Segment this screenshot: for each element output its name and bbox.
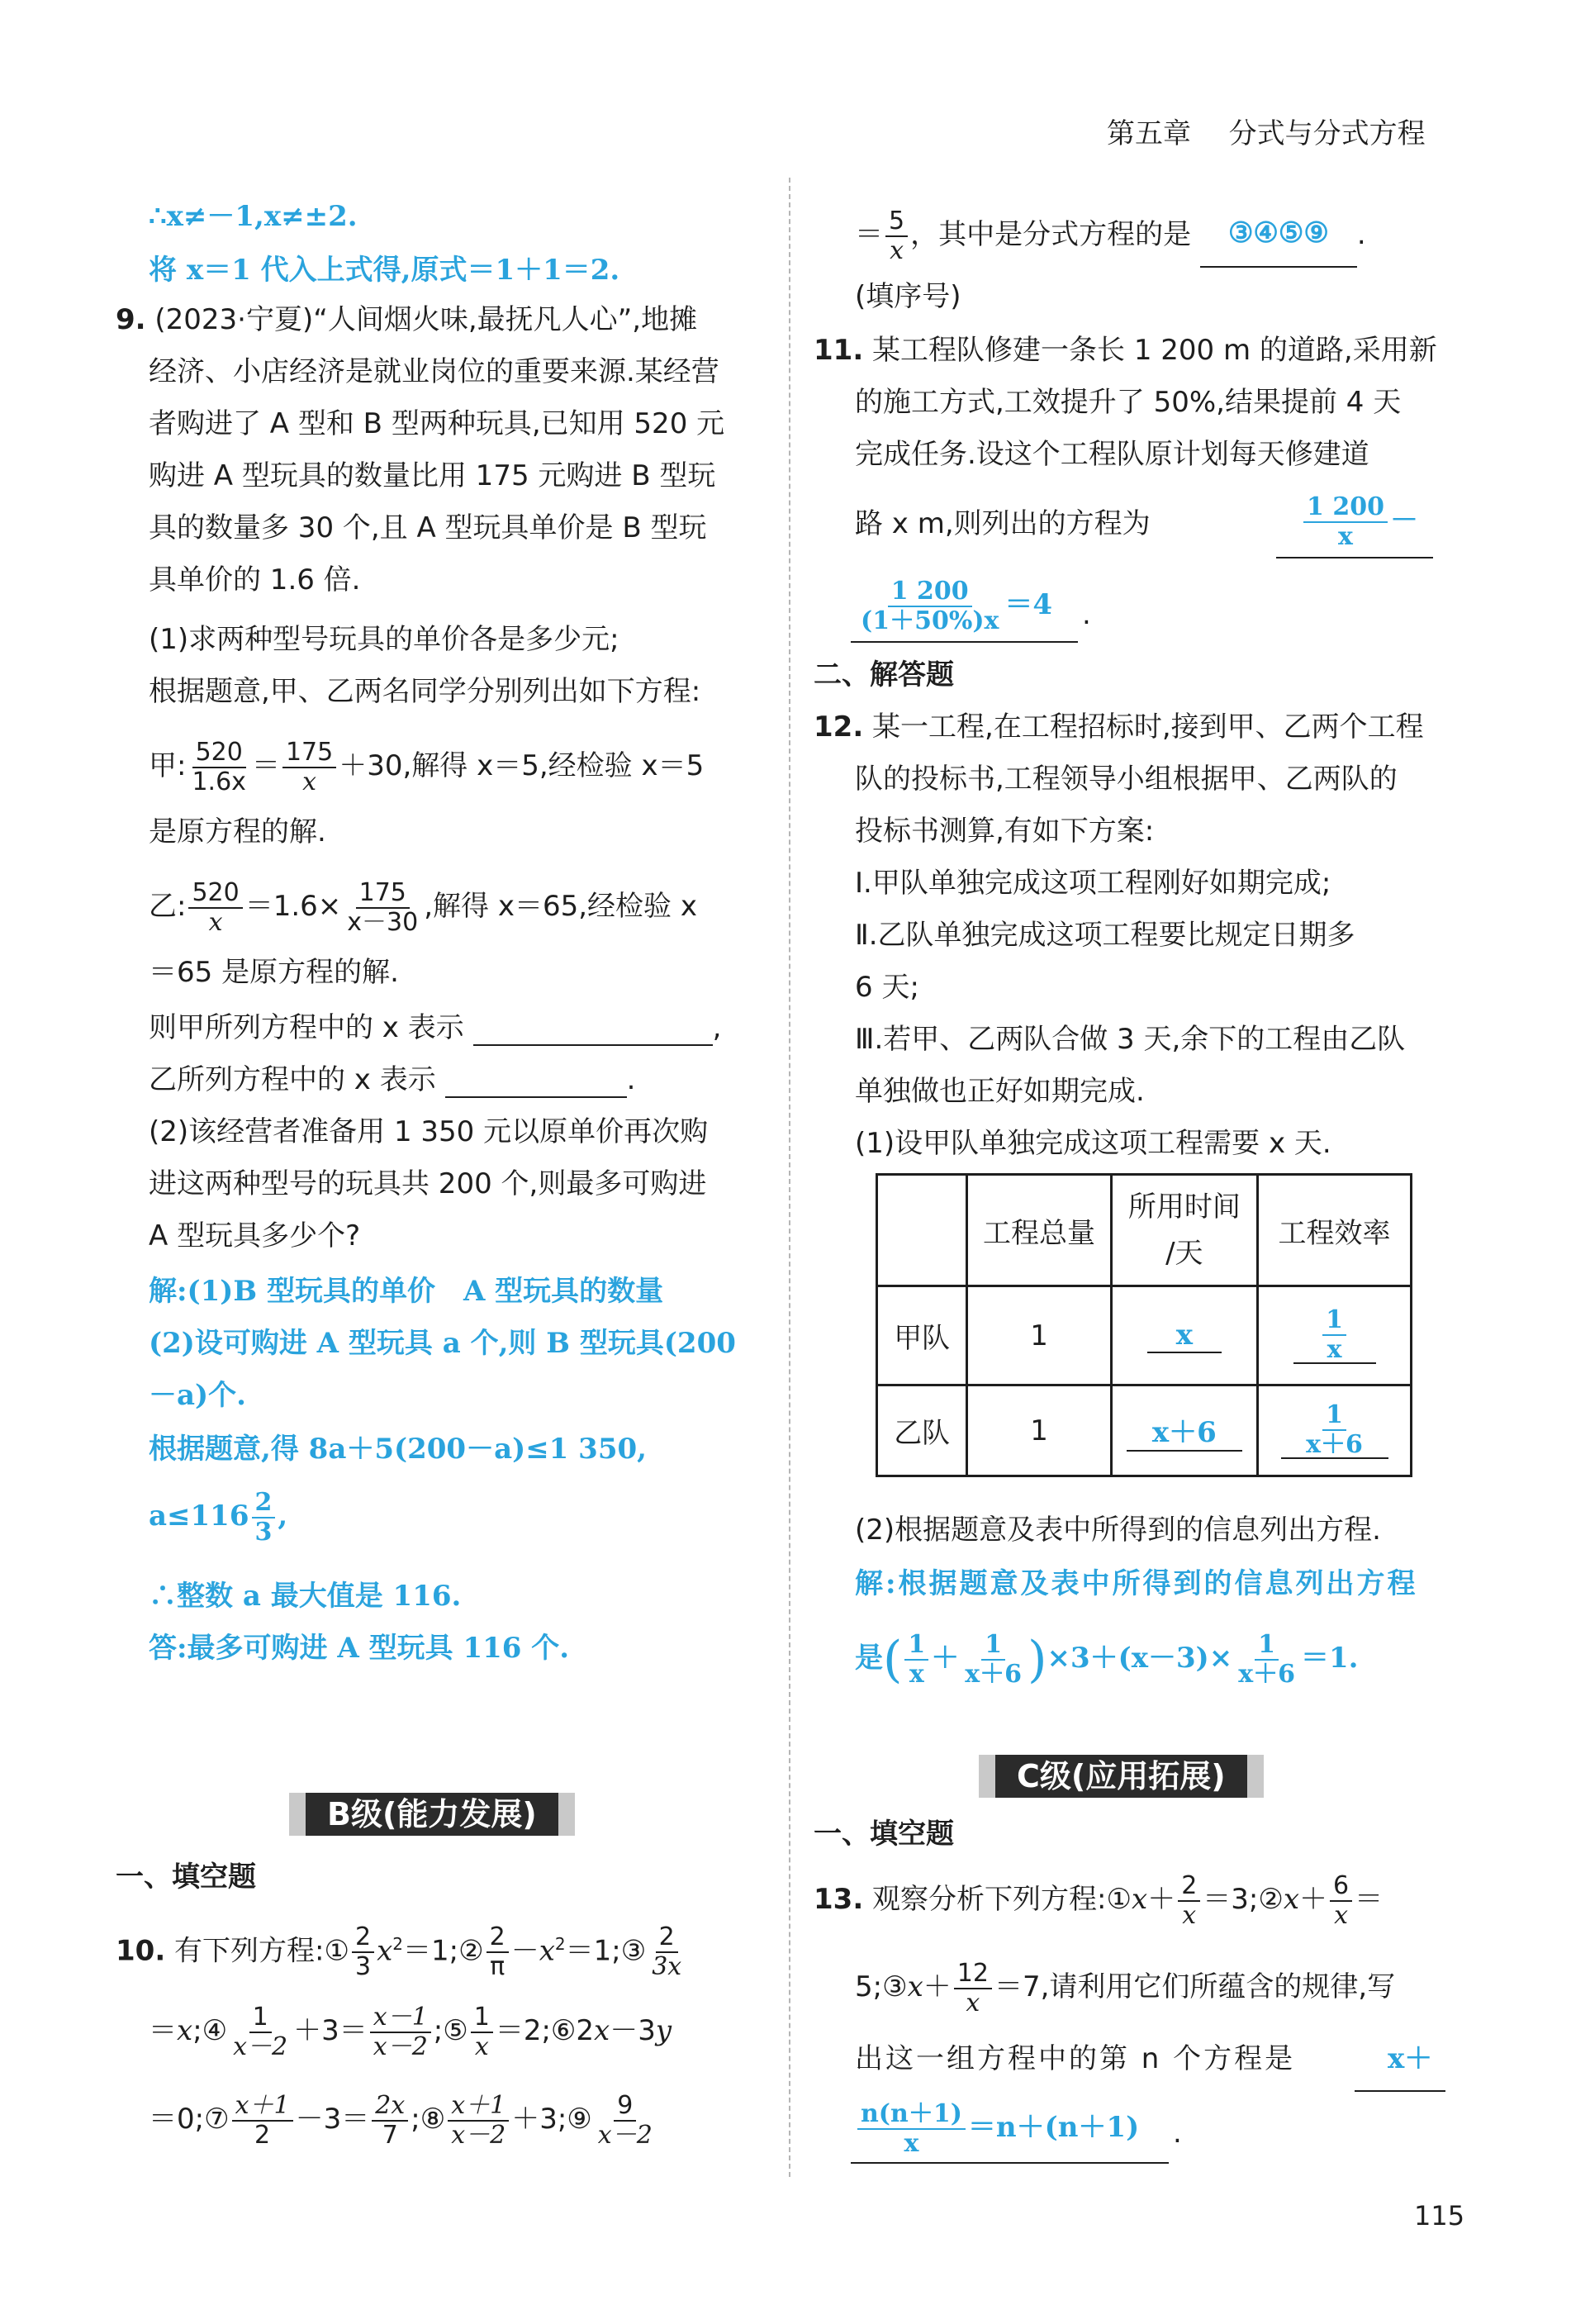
question-12-line: (1)设甲队单独完成这项工程需要 x 天. xyxy=(855,1127,1331,1160)
fraction xyxy=(1303,492,1388,551)
table-header: 工程总量 xyxy=(967,1175,1111,1286)
numerator: n(n＋1) xyxy=(857,2102,966,2130)
question-text: (2023·宁夏)“人间烟火味,最抚凡人心”,地摊 xyxy=(154,303,698,336)
table-header: 工程效率 xyxy=(1258,1175,1412,1286)
equation-text: ＝1.6× xyxy=(244,890,342,923)
denominator: (1＋50%)x xyxy=(861,606,999,635)
denominator: x xyxy=(904,2129,919,2158)
question-number: 11. xyxy=(814,334,864,367)
table-cell xyxy=(1111,1385,1257,1476)
chapter-label: 第五章 xyxy=(1107,117,1191,150)
table-header xyxy=(1111,1175,1257,1286)
question-10-line: 10. 有下列方程:① $\frac{2}{3}$ $x^2=1;②$ $\frac{2}{\pi}$ $-x^2=1;③$ $\frac{2}{3x}$ xyxy=(116,1907,687,1988)
question-12-line: Ⅲ.若甲、乙两队合做 3 天,余下的工程由乙队 xyxy=(855,1023,1406,1056)
answer-line: 根据题意,得 8a＋5(200－a)≤1 350, xyxy=(149,1433,647,1466)
answer-blank[interactable]: x xyxy=(1147,1319,1222,1353)
fraction: $\frac{x+1}{x-2}$ xyxy=(448,2094,509,2148)
fraction: $\frac{1}{x+6}$ xyxy=(1238,1630,1295,1689)
table-row xyxy=(877,1385,1412,1476)
answer-underline xyxy=(1355,2090,1445,2092)
question-9-line: 者购进了 A 型和 B 型两种玩具,已知用 520 元 xyxy=(149,407,725,440)
section-title: 一、填空题 xyxy=(814,1818,954,1851)
table-cell: 1 xyxy=(967,1286,1111,1385)
question-9-line: 经济、小店经济是就业岗位的重要来源.某经营 xyxy=(149,355,719,388)
question-12-line: Ⅱ.乙队单独完成这项工程要比规定日期多 xyxy=(855,919,1355,952)
answer-text: ③④⑤⑨ xyxy=(1227,216,1329,250)
equation-text: ＋30,解得 x＝5,经检验 x＝5 xyxy=(339,749,705,782)
question-10-continued: ＝ $\frac{5}{x}$ ，其中是分式方程的是 ③④⑤⑨ . xyxy=(855,200,1366,268)
numerator: 520 xyxy=(188,881,242,909)
answer-fraction: $\frac{1 200}{x}$ － xyxy=(1301,487,1418,554)
label-jia: 甲: xyxy=(149,749,187,782)
question-9-line xyxy=(116,302,697,338)
question-10-line: ＝x;④ $\frac{1}{x-2}$ ＋3＝ $\frac{x-1}{x-2}$ ;⑤ $\frac{1}{x}$ ＝2;⑥2x－3y xyxy=(149,2002,672,2061)
question-13-line: 出这一组方程中的第 n 个方程是 xyxy=(855,2042,1296,2075)
period: . xyxy=(1082,598,1091,631)
page-number: 115 xyxy=(1414,2200,1465,2231)
answer-line: ∴x≠－1,x≠±2. xyxy=(149,200,358,233)
numerator: 520 xyxy=(192,740,246,768)
header-text: /天 xyxy=(1165,1237,1203,1270)
answer-blank[interactable] xyxy=(1293,1305,1376,1364)
fraction: $\frac{9}{x-2}$ xyxy=(597,2090,653,2150)
question-9-part2: (2)该经营者准备用 1 350 元以原单价再次购 xyxy=(149,1115,709,1148)
answer-text: x＋ xyxy=(1388,2042,1433,2075)
question-text: 观察分析下列方程: xyxy=(872,1883,1107,1916)
question-11-line: 的施工方式,工效提升了 50%,结果提前 4 天 xyxy=(855,386,1402,419)
question-13-line: 5;③x＋ $\frac{12}{x}$ ＝7,请利用它们所蕴含的规律,写 xyxy=(855,1958,1396,2017)
fraction: $\frac{1}{x}$ xyxy=(904,1633,928,1687)
table-cell: 乙队 xyxy=(877,1385,967,1476)
answer-underline xyxy=(1276,557,1433,558)
answer-line: 解:(1)B 型玩具的单价 A 型玩具的数量 xyxy=(149,1275,664,1308)
question-12-part2: (2)根据题意及表中所得到的信息列出方程. xyxy=(855,1514,1381,1547)
question-number: 10. xyxy=(116,1934,166,1968)
answer-blank[interactable] xyxy=(445,1096,627,1098)
question-10-line: ＝0;⑦ $\frac{x+1}{2}$ －3＝ $\frac{2x}{7}$ ;⑧ $\frac{x+1}{x-2}$ ＋3;⑨ $\frac{9}{x-2}$ xyxy=(149,2086,658,2152)
question-11-line: 路 x m,则列出的方程为 xyxy=(855,507,1151,540)
level-c-banner: C级(应用拓展) xyxy=(995,1755,1247,1798)
table-cell xyxy=(1258,1286,1412,1385)
answer-text: a≤116 xyxy=(149,1499,249,1533)
fraction: $\frac{1}{x+6}$ xyxy=(965,1630,1023,1689)
denominator: x＋6 xyxy=(1306,1429,1363,1459)
answer-blank[interactable] xyxy=(473,1044,713,1046)
fraction: $\frac{5}{x}$ xyxy=(885,209,908,264)
question-12-line: 6 天; xyxy=(855,971,919,1004)
answer-blank[interactable]: x＋6 xyxy=(1127,1409,1242,1452)
question-9-part1b: 根据题意,甲、乙两名同学分别列出如下方程: xyxy=(149,675,701,708)
answer-fraction xyxy=(855,2090,1139,2165)
question-12-line xyxy=(814,709,1424,745)
table-cell: 甲队 xyxy=(877,1286,967,1385)
answer-line: (2)设可购进 A 型玩具 a 个,则 B 型玩具(200 xyxy=(149,1327,736,1360)
fraction xyxy=(857,579,1002,634)
label-yi: 乙: xyxy=(149,890,187,923)
question-12-line: Ⅰ.甲队单独完成这项工程刚好如期完成; xyxy=(855,867,1331,900)
denominator: x xyxy=(1327,1334,1342,1364)
equation-yi-end: ＝65 是原方程的解. xyxy=(149,956,399,989)
question-9-part2: A 型玩具多少个? xyxy=(149,1219,361,1252)
denominator: 3 xyxy=(254,1518,273,1547)
equation-jia-end: 是原方程的解. xyxy=(149,815,326,848)
denominator: 1.6x xyxy=(192,767,246,796)
column-divider xyxy=(789,178,790,2177)
question-text: 某工程队修建一条长 1 200 m 的道路,采用新 xyxy=(872,334,1437,367)
numerator: 2 xyxy=(252,1490,276,1518)
chapter-title: 分式与分式方程 xyxy=(1228,117,1426,150)
question-11-line xyxy=(814,332,1437,368)
fraction xyxy=(188,877,242,937)
fraction: $\frac{2}{x}$ xyxy=(1178,1874,1200,1928)
table-cell xyxy=(1258,1385,1412,1476)
answer-line: －a)个. xyxy=(149,1379,246,1412)
chapter-header xyxy=(1107,116,1426,152)
header-text: 所用时间 xyxy=(1127,1191,1241,1224)
question-9-line: 具单价的 1.6 倍. xyxy=(149,563,361,596)
equation-yi xyxy=(149,877,697,935)
answer-line: ∴整数 a 最大值是 116. xyxy=(149,1580,462,1613)
table-cell: 1 xyxy=(967,1385,1111,1476)
fraction xyxy=(344,877,421,937)
question-10-note: (填序号) xyxy=(855,280,961,313)
blank-label: 乙所列方程中的 x 表示 xyxy=(149,1063,436,1096)
fraction: $\frac{2}{\pi}$ xyxy=(486,1925,509,1979)
fraction: $\frac{1}{x-2}$ xyxy=(233,2002,288,2061)
fraction: $\frac{x+1}{2}$ xyxy=(232,2094,293,2148)
fraction: $\frac{2}{3}$ xyxy=(352,1925,374,1979)
section-title: 二、解答题 xyxy=(814,658,954,691)
question-12-line: 投标书测算,有如下方案: xyxy=(855,815,1155,848)
answer-line: 答:最多可购进 A 型玩具 116 个. xyxy=(149,1632,570,1665)
blank-label: 则甲所列方程中的 x 表示 xyxy=(149,1011,464,1044)
fraction: $\frac{6}{x}$ xyxy=(1330,1874,1352,1928)
question-13-line: 13. 观察分析下列方程:①x＋ $\frac{2}{x}$ ＝3;②x＋ $\frac{6}{x}$ ＝ xyxy=(814,1870,1384,1930)
numerator: 1 200 xyxy=(888,579,972,607)
answer-text: ＝4 xyxy=(1004,588,1053,621)
numerator: 1 xyxy=(1322,1403,1346,1431)
answer-underline xyxy=(851,2162,1169,2164)
answer-text: ＝n＋(n＋1) xyxy=(967,2111,1140,2144)
equation-text: ,解得 x＝65,经检验 x xyxy=(424,890,697,923)
fraction: $\frac{2}{3x}$ xyxy=(652,1922,682,1981)
fraction xyxy=(857,2099,966,2158)
fraction: $\frac{12}{x}$ xyxy=(954,1961,992,2016)
denominator: x xyxy=(1338,522,1353,551)
answer-text: , xyxy=(278,1499,288,1533)
denominator: x－30 xyxy=(347,907,419,937)
work-table xyxy=(876,1173,1412,1477)
answer-line: 是( $\frac{1}{x}$ ＋ $\frac{1}{x+6}$ )×3＋(x－3)× $\frac{1}{x+6}$ ＝1. xyxy=(855,1630,1359,1689)
answer-line xyxy=(149,1487,287,1545)
question-12-line: 队的投标书,工程领导小组根据甲、乙两队的 xyxy=(855,763,1398,796)
fraction xyxy=(282,737,336,796)
answer-blank[interactable] xyxy=(1200,200,1357,268)
fraction xyxy=(1303,1400,1366,1459)
answer-blank[interactable] xyxy=(1281,1400,1388,1459)
question-text: ，其中是分式方程的是 xyxy=(910,218,1192,251)
fraction: $\frac{1}{x}$ xyxy=(471,2005,493,2060)
denominator: x xyxy=(302,767,317,796)
question-text: 有下列方程: xyxy=(174,1934,325,1968)
numerator: 175 xyxy=(356,881,410,909)
question-text: ＝7,请利用它们所蕴含的规律,写 xyxy=(994,1970,1396,2003)
table-cell xyxy=(1111,1286,1257,1385)
fraction: $\frac{2x}{7}$ xyxy=(372,2094,408,2148)
answer-line: 将 x＝1 代入上式得,原式＝1＋1＝2. xyxy=(149,254,620,287)
section-title: 一、填空题 xyxy=(116,1861,256,1894)
question-9-part2: 进这两种型号的玩具共 200 个,则最多可购进 xyxy=(149,1167,707,1200)
fraction xyxy=(188,737,249,796)
answer-text: ×3＋(x－3)× xyxy=(1047,1642,1233,1675)
question-number: 13. xyxy=(814,1883,864,1916)
denominator: x xyxy=(208,907,223,937)
question-number: 9. xyxy=(116,303,146,336)
question-9-line: 购进 A 型玩具的数量比用 175 元购进 B 型玩 xyxy=(149,459,716,492)
question-number: 12. xyxy=(814,711,864,744)
fraction: $\frac{x-1}{x-2}$ xyxy=(370,2005,431,2060)
answer-fraction xyxy=(855,572,1052,638)
fill-blank-1: 则甲所列方程中的 x 表示 , xyxy=(149,1011,722,1044)
fraction xyxy=(252,1490,276,1545)
fill-blank-2: 乙所列方程中的 x 表示 . xyxy=(149,1063,636,1096)
period: . xyxy=(1173,2117,1182,2150)
table-cell xyxy=(877,1175,967,1286)
table-row xyxy=(877,1286,1412,1385)
question-11-line: 完成任务.设这个工程队原计划每天修建道 xyxy=(855,438,1369,471)
numerator: 1 200 xyxy=(1303,495,1388,523)
numerator: 1 xyxy=(1322,1308,1346,1336)
answer-text: 是 xyxy=(855,1642,883,1675)
question-12-line: 单独做也正好如期完成. xyxy=(855,1075,1145,1108)
question-9-part1: (1)求两种型号玩具的单价各是多少元; xyxy=(149,623,619,656)
answer-line: 解:根据题意及表中所得到的信息列出方程 xyxy=(855,1567,1418,1600)
answer-underline xyxy=(851,641,1078,643)
level-b-banner: B级(能力发展) xyxy=(306,1793,558,1836)
question-9-line: 具的数量多 30 个,且 A 型玩具单价是 B 型玩 xyxy=(149,511,707,544)
answer-text: ＝1. xyxy=(1301,1642,1359,1675)
numerator: 175 xyxy=(282,740,336,768)
equation-jia: 甲: $\frac{520}{1.6x}$ ＝ $\frac{175}{x}$ ＋30,解得 x＝5,经检验 x＝5 xyxy=(149,737,705,796)
question-text: 某一工程,在工程招标时,接到甲、乙两个工程 xyxy=(872,711,1424,744)
fraction xyxy=(1322,1305,1346,1364)
